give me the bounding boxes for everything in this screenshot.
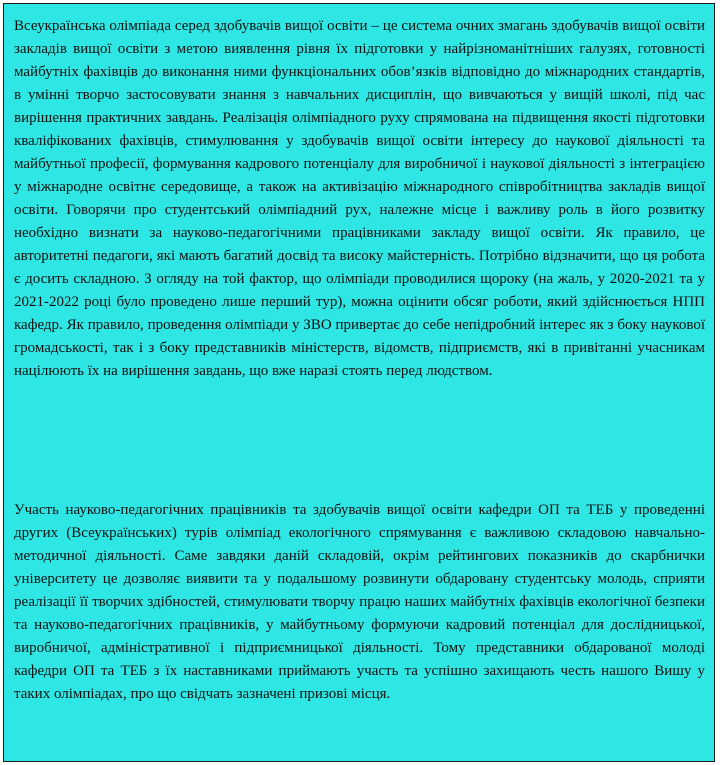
paragraph-department-participation: Участь науково-педагогічних працівників та здобувачів вищої освіти кафедри ОП та ТЕБ у проведенні других (Всеукраїнських) турів олімпіад екологічного спрямування є важливою складовою навчально-методичної діяльності. Саме завдяки даній складовій, окрім рейтингових показників до скарбнички університету це дозволяє виявити та у подальшому розвинути обдаровану студентську молодь, сприяти реалізації її творчих здібностей, стимулювати творчу працю наших майбутніх фахівців екологічної безпеки та науково-педагогічних працівників, у майбутньому формуючи кадровий потенціал для дослідницької, виробничої, адміністративної і підприємницької діяльності. Тому представники обдарованої молоді кафедри ОП та ТЕБ з їх наставниками приймають участь та успішно захищають честь нашого Вишу у таких олімпіадах, про що свідчать зазначені призові місця. (14, 502, 705, 702)
text-box (3, 3, 715, 762)
paragraph-olympiad-overview: Всеукраїнська олімпіада серед здобувачів вищої освіти – це система очних змагань здобувачів вищої освіти закладів вищої освіти з метою виявлення рівня їх підготовки у найрізноманітніших галузях, готовності майбутніх фахівців до виконання ними функціональних обов’язків відповідно до міжнародних стандартів, в умінні творчо застосовувати знання з навчальних дисциплін, що вивчаються у вищій школі, під час вирішення практичних завдань. Реалізація олімпіадного руху спрямована на підвищення якості підготовки кваліфікованих фахівців, стимулювання у здобувачів вищої освіти інтересу до наукової діяльності та майбутньої професії, формування кадрового потенціалу для виробничої і наукової діяльності з інтеграцією у міжнародне освітнє середовище, а також на активізацію міжнародного співробітництва закладів вищої освіти. Говорячи про студентський олімпіадний рух, належне місце і важливу роль в його розвитку необхідно визнати за науково-педагогічними працівниками закладу вищої освіти. Як правило, це авторитетні педагоги, які мають багатий досвід та високу майстерність. Потрібно відзначити, що ця робота є досить складною. З огляду на той фактор, що олімпіади проводилися щороку (на жаль, у 2020-2021 та у 2021-2022 році було проведено лише перший тур), можна оцінити обсяг роботи, який здійснюється НПП кафедр. Як правило, проведення олімпіади у ЗВО привертає до себе непідробний інтерес як з боку наукової громадськості, так і з боку представників міністерств, відомств, підприємств, які в привітанні учасникам націлюють їх на вирішення завдань, що вже наразі стоять перед людством. (14, 18, 705, 379)
